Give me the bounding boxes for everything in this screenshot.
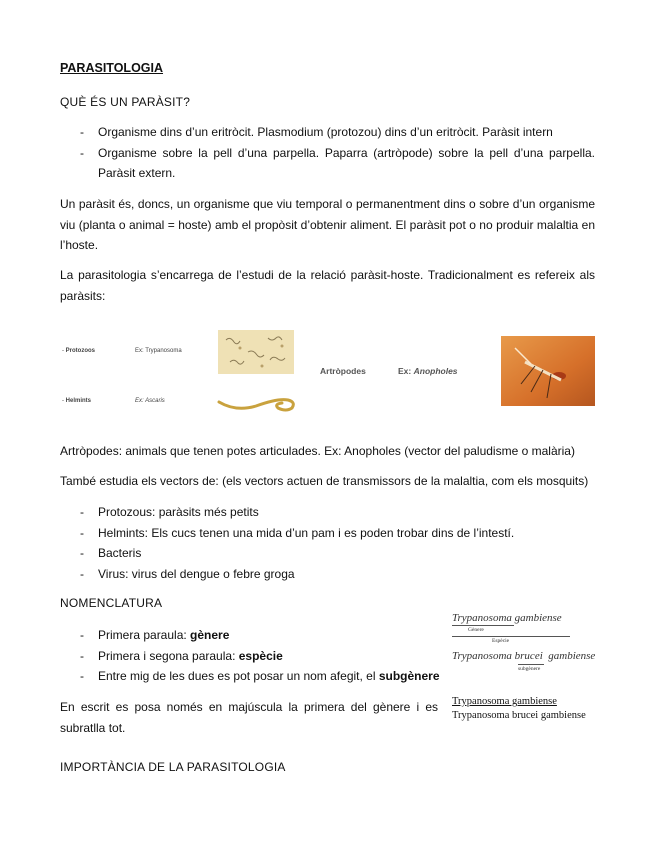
parasite-examples-list [60,122,595,184]
subgenere-underline [518,664,544,665]
section-heading-what-is-parasite: QUÈ ÉS UN PARÀSIT? [60,95,191,109]
page-title: PARASITOLOGIA [60,61,164,75]
especie-underline [452,636,570,637]
parasite-definition-paragraph: Un paràsit és, doncs, un organisme que viu temporal o permanentment dins o sobre d’un organisme viu (planta o animal = hoste) amb el propòsit d’obtenir aliment. El paràsit pot o no produir malaltia en l’hoste. [60,197,595,252]
artropodes-paragraph: Artròpodes: animals que tenen potes articulades. Ex: Anopholes (vector del paludisme o malària) [60,444,575,458]
section-heading-nomenclatura: NOMENCLATURA [60,596,163,610]
especie-label: Espècie [492,638,510,644]
list-item: - Primera paraula: gènere [60,625,440,646]
genere-underline [452,625,514,626]
list-item: - Organisme sobre la pell d’una parpella. Paparra (artròpode) sobre la pell d’una parpella. Paràsit extern. [60,143,595,184]
parasite-types-figure [60,330,600,420]
list-item: - Bacteris [60,543,595,564]
list-item: - Helmints: Els cucs tenen una mida d’un pam i es poden trobar dins de l’intestí. [60,523,595,544]
figure-example-anopholes: Ex: Anopholes [398,366,458,376]
trypanosoma-cells-graphic [218,330,294,374]
nomenclature-example-figure [448,610,608,730]
list-item: - Virus: virus del dengue o febre groga [60,564,595,585]
subgenere-label: subgènere [518,666,541,672]
example-line-full: Trypanosoma brucei gambiense [452,710,586,721]
vectors-paragraph: També estudia els vectors de: (els vectors actuen de transmissors de la malaltia, com els mosquits) [60,474,589,488]
mosquito-image [501,336,595,406]
figure-label-artropodes: Artròpodes [320,366,366,376]
ascaris-worm-graphic [216,382,298,414]
figure-example-ascaris: Ex: Ascaris [135,398,165,404]
list-item: - Organisme dins d’un eritròcit. Plasmodium (protozou) dins d’un eritròcit. Paràsit intern [60,122,595,143]
list-item: - Entre mig de les dues es pot posar un nom afegit, el subgènere [60,666,440,687]
parasitology-intro-paragraph: La parasitologia s’encarrega de l’estudi de la relació paràsit-hoste. Tradicionalment es refereix als paràsits: [60,268,595,303]
example-line-subgenus: Trypanosoma brucei gambiense [452,650,596,662]
nomenclatura-paragraph: En escrit es posa només en majúscula la primera del gènere i es subratlla tot. [60,700,438,735]
trypanosoma-image [218,330,294,374]
mosquito-graphic [501,336,595,406]
example-line-genus-species: Trypanosoma gambiense [452,612,562,624]
vectors-list [60,502,595,584]
example-line-underlined: Trypanosoma gambiense [452,696,557,707]
section-heading-importancia: IMPORTÀNCIA DE LA PARASITOLOGIA [60,760,286,774]
figure-label-helmints: - Helmints [62,398,92,404]
list-item: - Primera i segona paraula: espècie [60,646,440,667]
figure-label-protozoos: - Protozoos [62,348,96,354]
nomenclatura-list [60,625,440,687]
genere-label: Gènere [468,627,484,633]
figure-example-trypanosoma: Ex: Trypanosoma [135,348,182,354]
list-item: - Protozous: paràsits més petits [60,502,595,523]
